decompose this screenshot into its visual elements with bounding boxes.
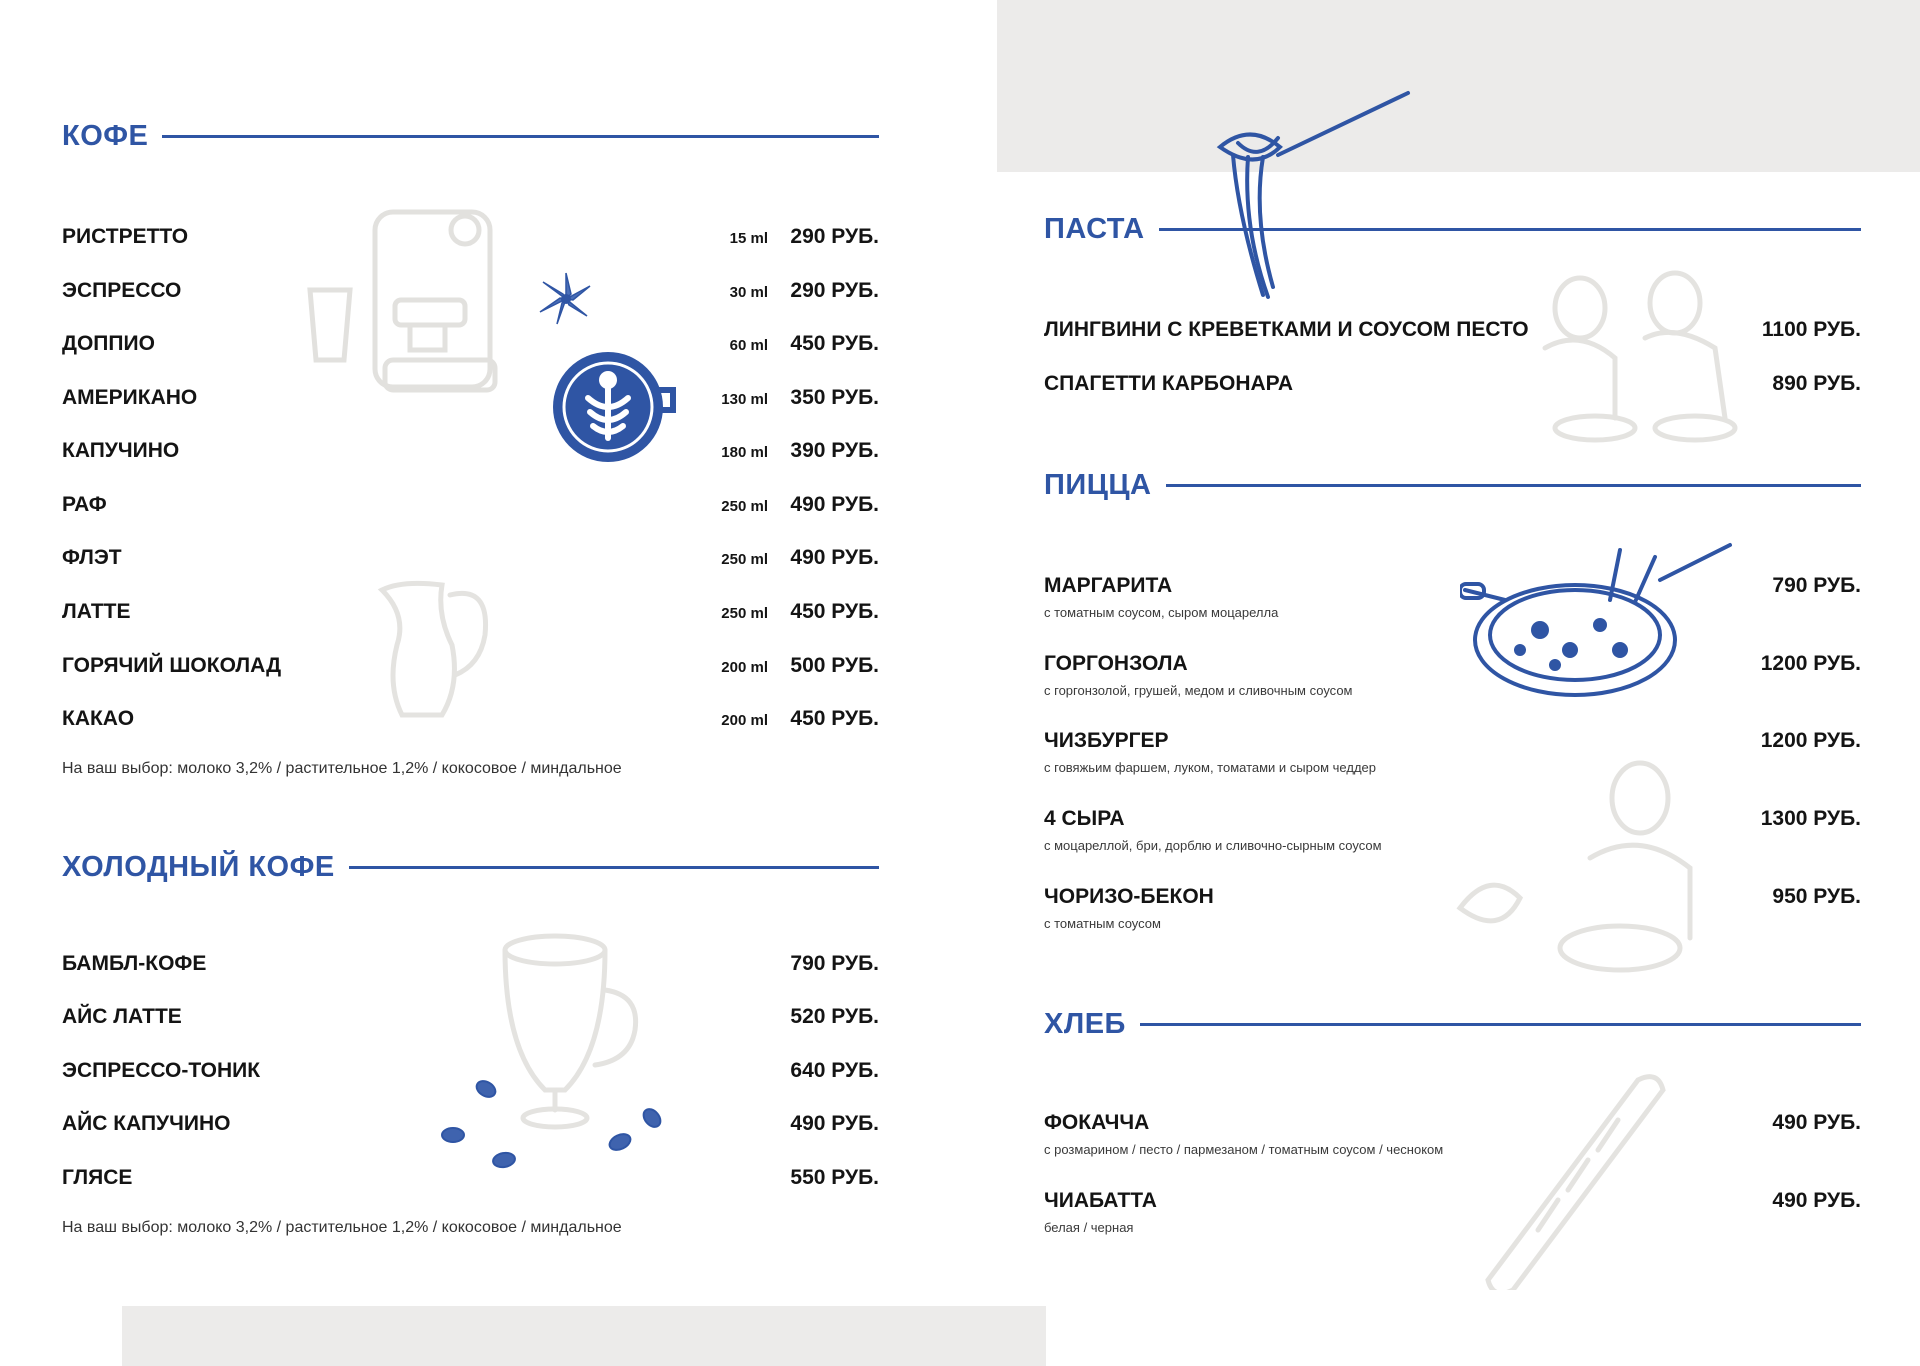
menu-item [62, 493, 879, 523]
item-price: 350 РУБ. [790, 386, 879, 409]
menu-item [62, 654, 879, 684]
bread-section-rule [1140, 1023, 1861, 1026]
item-name: ЧИАБАТТА [1044, 1189, 1157, 1212]
item-price: 1200 РУБ. [1760, 729, 1861, 752]
item-name: ЛИНГВИНИ С КРЕВЕТКАМИ И СОУСОМ ПЕСТО [1044, 318, 1529, 341]
menu-item [62, 952, 879, 982]
cold-coffee-section-header [62, 851, 879, 884]
item-price: 1200 РУБ. [1760, 652, 1861, 675]
item-volume: 200 ml [721, 712, 768, 729]
item-volume: 30 ml [729, 284, 768, 301]
item-price: 950 РУБ. [1772, 885, 1861, 908]
item-description: с моцареллой, бри, дорблю и сливочно-сырным соусом [1044, 838, 1382, 853]
menu-item [62, 332, 879, 362]
item-price: 1100 РУБ. [1761, 318, 1861, 341]
menu-item [1044, 1189, 1861, 1241]
menu-item [62, 439, 879, 469]
item-price: 290 РУБ. [790, 225, 879, 248]
item-name: ДОППИО [62, 332, 155, 355]
item-description: с томатным соусом [1044, 916, 1161, 931]
item-name: ЧОРИЗО-БЕКОН [1044, 885, 1214, 908]
pizza-section-rule [1166, 484, 1862, 487]
menu-item [62, 386, 879, 416]
item-name: ЛАТТЕ [62, 600, 131, 623]
item-price: 490 РУБ. [790, 1112, 879, 1135]
coffee-section-rule [162, 135, 879, 138]
menu-item [1044, 807, 1861, 859]
menu-item [62, 707, 879, 737]
item-price: 450 РУБ. [790, 707, 879, 730]
item-price: 500 РУБ. [790, 654, 879, 677]
item-description: белая / черная [1044, 1220, 1134, 1235]
top-right-panel [997, 0, 1920, 172]
pasta-section-title: ПАСТА [1044, 213, 1145, 245]
item-price: 450 РУБ. [790, 600, 879, 623]
item-volume: 180 ml [721, 444, 768, 461]
menu-item [1044, 574, 1861, 626]
coffee-milk-note: На ваш выбор: молоко 3,2% / растительное 1,2% / кокосовое / миндальное [62, 760, 622, 777]
menu-item [62, 546, 879, 576]
item-description: с розмарином / песто / пармезаном / томатным соусом / чесноком [1044, 1142, 1444, 1157]
item-price: 490 РУБ. [790, 493, 879, 516]
item-price: 490 РУБ. [790, 546, 879, 569]
menu-item [1044, 318, 1861, 348]
item-name: ЭСПРЕССО-ТОНИК [62, 1059, 261, 1082]
item-price: 390 РУБ. [790, 439, 879, 462]
item-description: с горгонзолой, грушей, медом и сливочным соусом [1044, 683, 1353, 698]
item-description: с говяжьим фаршем, луком, томатами и сыром чеддер [1044, 760, 1377, 775]
menu-item [62, 1112, 879, 1142]
item-price: 520 РУБ. [790, 1005, 879, 1028]
item-name: ЧИЗБУРГЕР [1044, 729, 1169, 752]
menu-item [1044, 372, 1861, 402]
item-volume: 60 ml [729, 337, 768, 354]
pasta-section-header [1044, 213, 1861, 246]
item-name: АЙС КАПУЧИНО [62, 1112, 231, 1135]
menu-item [1044, 885, 1861, 937]
item-name: ЭСПРЕССО [62, 279, 182, 302]
item-price: 490 РУБ. [1772, 1111, 1861, 1134]
item-volume: 200 ml [721, 659, 768, 676]
item-price: 790 РУБ. [790, 952, 879, 975]
item-name: ФЛЭТ [62, 546, 122, 569]
pizza-section-header [1044, 469, 1861, 502]
item-name: 4 СЫРА [1044, 807, 1125, 830]
baguette-sketch-icon [1478, 1060, 1688, 1290]
item-price: 640 РУБ. [790, 1059, 879, 1082]
item-volume: 250 ml [721, 498, 768, 515]
menu-item [62, 1005, 879, 1035]
menu-item [1044, 1111, 1861, 1163]
pasta-section-rule [1159, 228, 1861, 231]
item-name: ГЛЯСЕ [62, 1166, 133, 1189]
woman-eating-pizza-sketch-icon [1440, 758, 1740, 978]
menu-item [62, 1059, 879, 1089]
item-name: СПАГЕТТИ КАРБОНАРА [1044, 372, 1293, 395]
item-volume: 15 ml [729, 230, 768, 247]
menu-item [62, 600, 879, 630]
menu-item [1044, 652, 1861, 704]
milk-jug-sketch-icon [370, 565, 500, 725]
item-name: МАРГАРИТА [1044, 574, 1173, 597]
item-name: ГОРГОНЗОЛА [1044, 652, 1188, 675]
item-name: ФОКАЧЧА [1044, 1111, 1150, 1134]
item-price: 790 РУБ. [1772, 574, 1861, 597]
item-price: 290 РУБ. [790, 279, 879, 302]
item-price: 550 РУБ. [790, 1166, 879, 1189]
menu-item [62, 225, 879, 255]
bread-section-header [1044, 1008, 1861, 1041]
menu-item [62, 279, 879, 309]
item-name: КАКАО [62, 707, 135, 730]
coffee-section-header [62, 120, 879, 153]
coffee-section-title: КОФЕ [62, 120, 149, 152]
menu-item [1044, 729, 1861, 781]
item-volume: 250 ml [721, 605, 768, 622]
bread-section-title: ХЛЕБ [1044, 1008, 1126, 1040]
item-name: АЙС ЛАТТЕ [62, 1005, 182, 1028]
bottom-left-panel [122, 1306, 1046, 1366]
item-name: ГОРЯЧИЙ ШОКОЛАД [62, 654, 282, 677]
people-eating-sketch-icon [1525, 268, 1750, 453]
fork-spaghetti-icon [1208, 85, 1418, 305]
cold-coffee-section-rule [349, 866, 879, 869]
item-price: 890 РУБ. [1772, 372, 1861, 395]
item-name: БАМБЛ-КОФЕ [62, 952, 207, 975]
item-volume: 130 ml [721, 391, 768, 408]
item-name: КАПУЧИНО [62, 439, 180, 462]
item-name: РАФ [62, 493, 107, 516]
item-price: 450 РУБ. [790, 332, 879, 355]
cold-coffee-milk-note: На ваш выбор: молоко 3,2% / растительное 1,2% / кокосовое / миндальное [62, 1219, 622, 1236]
item-name: АМЕРИКАНО [62, 386, 198, 409]
cold-coffee-section-title: ХОЛОДНЫЙ КОФЕ [62, 851, 335, 883]
item-name: РИСТРЕТТО [62, 225, 189, 248]
item-price: 1300 РУБ. [1760, 807, 1861, 830]
pizza-section-title: ПИЦЦА [1044, 469, 1152, 501]
item-price: 490 РУБ. [1772, 1189, 1861, 1212]
menu-item [62, 1166, 879, 1196]
item-description: с томатным соусом, сыром моцарелла [1044, 605, 1279, 620]
item-volume: 250 ml [721, 551, 768, 568]
